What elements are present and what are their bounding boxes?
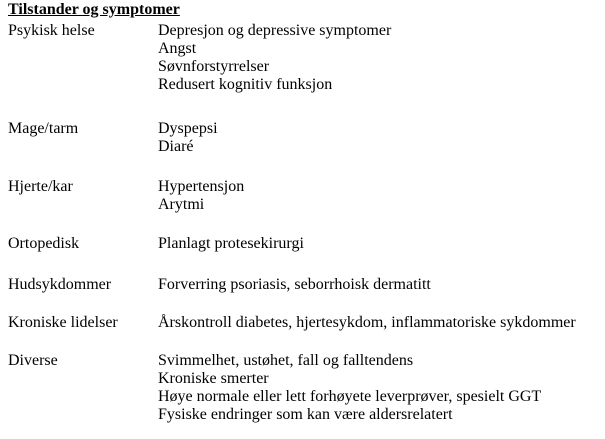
list-item: Dyspepsi (158, 120, 218, 137)
symptom-list (158, 120, 218, 156)
list-item: Søvnforstyrrelser (158, 58, 270, 75)
list-item: Årskontroll diabetes, hjertesykdom, inflammatoriske sykdommer (158, 314, 576, 331)
list-item: Kroniske smerter (158, 370, 269, 387)
symptom-list (158, 22, 391, 94)
symptom-list (158, 178, 244, 214)
list-item: Høye normale eller lett forhøyete leverprøver, spesielt GGT (158, 388, 542, 405)
list-item: Arytmi (158, 196, 205, 213)
symptom-list (158, 276, 431, 294)
list-item: Angst (158, 40, 197, 57)
list-item: Diaré (158, 138, 194, 155)
category-label: Mage/tarm (8, 120, 79, 137)
document-title: Tilstander og symptomer (8, 1, 180, 18)
list-item: Fysiske endringer som kan være aldersrelatert (158, 406, 453, 423)
category-label: Psykisk helse (8, 22, 95, 39)
category-label: Kroniske lidelser (8, 314, 118, 331)
symptom-list (158, 352, 541, 424)
symptom-list (158, 314, 576, 332)
category-label: Hjerte/kar (8, 178, 73, 195)
category-label: Diverse (8, 352, 58, 369)
list-item: Svimmelhet, ustøhet, fall og falltendens (158, 352, 414, 369)
category-label: Hudsykdommer (8, 276, 112, 293)
list-item: Planlagt protesekirurgi (158, 235, 304, 252)
list-item: Hypertensjon (158, 178, 245, 195)
category-label: Ortopedisk (8, 235, 80, 252)
list-item: Redusert kognitiv funksjon (158, 76, 333, 93)
list-item: Depresjon og depressive symptomer (158, 22, 392, 39)
symptom-list (158, 235, 304, 253)
list-item: Forverring psoriasis, seborrhoisk dermatitt (158, 276, 431, 293)
